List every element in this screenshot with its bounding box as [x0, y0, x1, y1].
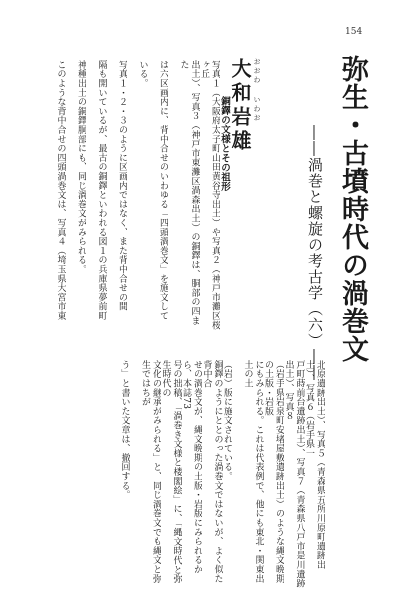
author-ruby-surname: おおわ [253, 58, 261, 85]
body-text-line: 写真１（大阪府太子町山田黄谷寺出土）や写真２（神戸市灘区桜ヶ丘 [199, 60, 220, 330]
body-text-line: 北原遺跡出土）、写真５（青森県五所川原町遺跡出土）、写真６（岩手県一 [304, 360, 325, 570]
page-number: 154 [345, 27, 363, 37]
body-text-line: 隔も開いているが、最古の銅鐸といわれる図１の兵庫県夢前町 [96, 60, 107, 321]
author-ruby-given: いわお [253, 96, 261, 123]
body-text-line: せの渦巻文が、縄文晩期の土版・岩版にみられるから、本誌73 [181, 360, 202, 574]
body-text-line: 銅鐸のようにととのった渦巻文ではないが、よく似た背中合 [201, 360, 223, 584]
body-text-line: 出土）、写真３（神戸市東灘区渦森出土）の銅鐸は、胴部の四また [178, 60, 200, 326]
body-text-line: （岩）版に施文されている。 [222, 360, 232, 481]
body-text-line: 文化の継承がみられる」と、同じ渦巻文でも縄文と弥生ではちが [140, 360, 161, 584]
body-text-line: このような背中合せの四頭渦巻文は、写真４（埼玉県大宮市東 [55, 60, 66, 321]
article-title: 弥生・古墳時代の渦巻文 [337, 55, 368, 363]
body-text-line: 号の拙稿、「渦巻き文様と楼閣絵」に、「縄文時代と弥生時代の [160, 360, 182, 584]
body-text-line: 戸町蒔前台遺跡出土）、写真７（青森県八戸市是川遺跡出土）、写真８ [283, 360, 305, 588]
author-name: 大和岩雄 [228, 58, 252, 154]
body-text-line: う」と書いた文章は、撤回する。 [119, 360, 130, 500]
body-text-line: いる。 [137, 60, 148, 88]
body-text-line: 写真１・２・３のように区画内ではなく、また背中合せの間 [117, 60, 127, 312]
body-text-line: （岩手県岩泉町安堵屋敷遺跡出土）のような縄文晩期の土版・岩版 [263, 360, 284, 584]
body-text-line: にもみられる。これは代表例で、他にも東北・関東出土の土 [242, 360, 264, 584]
body-text-line: 神種出土の銅鐸胴部にも、同じ渦巻文がみられる。 [76, 60, 86, 274]
section-heading: 銅鐸の文様とその祖形 [219, 96, 230, 191]
body-text-line: は六区画内に、背中合せのいわゆる「四頭渦巻文」を施文して [158, 60, 168, 321]
article-subtitle: ――渦巻と螺旋の考古学（六）―― [306, 125, 324, 381]
